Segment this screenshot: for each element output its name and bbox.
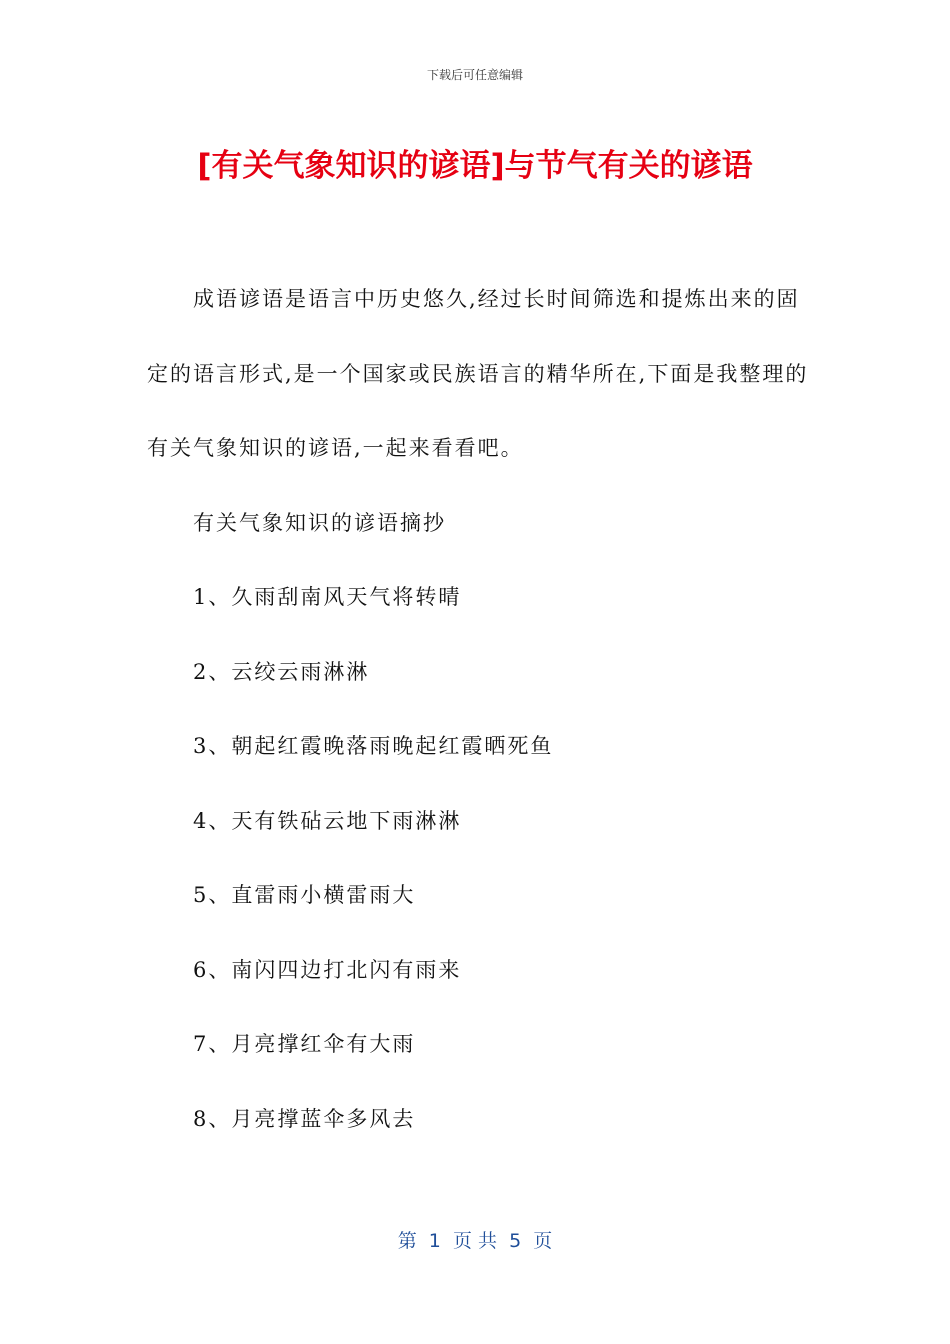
page-title: [有关气象知识的谚语]与节气有关的谚语 — [197, 148, 753, 184]
page-number-footer: 第 1 页 共 5 页 — [397, 1230, 553, 1252]
list-item: 2、云绞云雨淋淋 — [193, 659, 370, 684]
list-item: 5、直雷雨小横雷雨大 — [193, 883, 416, 907]
list-item: 6、南闪四边打北闪有雨来 — [193, 957, 462, 982]
section-heading: 有关气象知识的谚语摘抄 — [193, 510, 446, 535]
list-item: 4、天有铁砧云地下雨淋淋 — [193, 808, 462, 833]
document-body — [147, 262, 812, 1156]
list-item: 8、月亮撑蓝伞多风去 — [193, 1106, 416, 1131]
list-item: 1、久雨刮南风天气将转晴 — [193, 585, 462, 609]
list-item: 7、月亮撑红伞有大雨 — [193, 1032, 416, 1056]
list-item: 3、朝起红霞晚落雨晚起红霞晒死鱼 — [193, 734, 554, 758]
intro-paragraph: 成语谚语是语言中历史悠久,经过长时间筛选和提炼出来的固定的语言形式,是一个国家或民族语言的精华所在,下面是我整理的有关气象知识的谚语,一起来看看吧。 — [147, 287, 809, 460]
header-note: 下载后可任意编辑 — [426, 68, 523, 82]
